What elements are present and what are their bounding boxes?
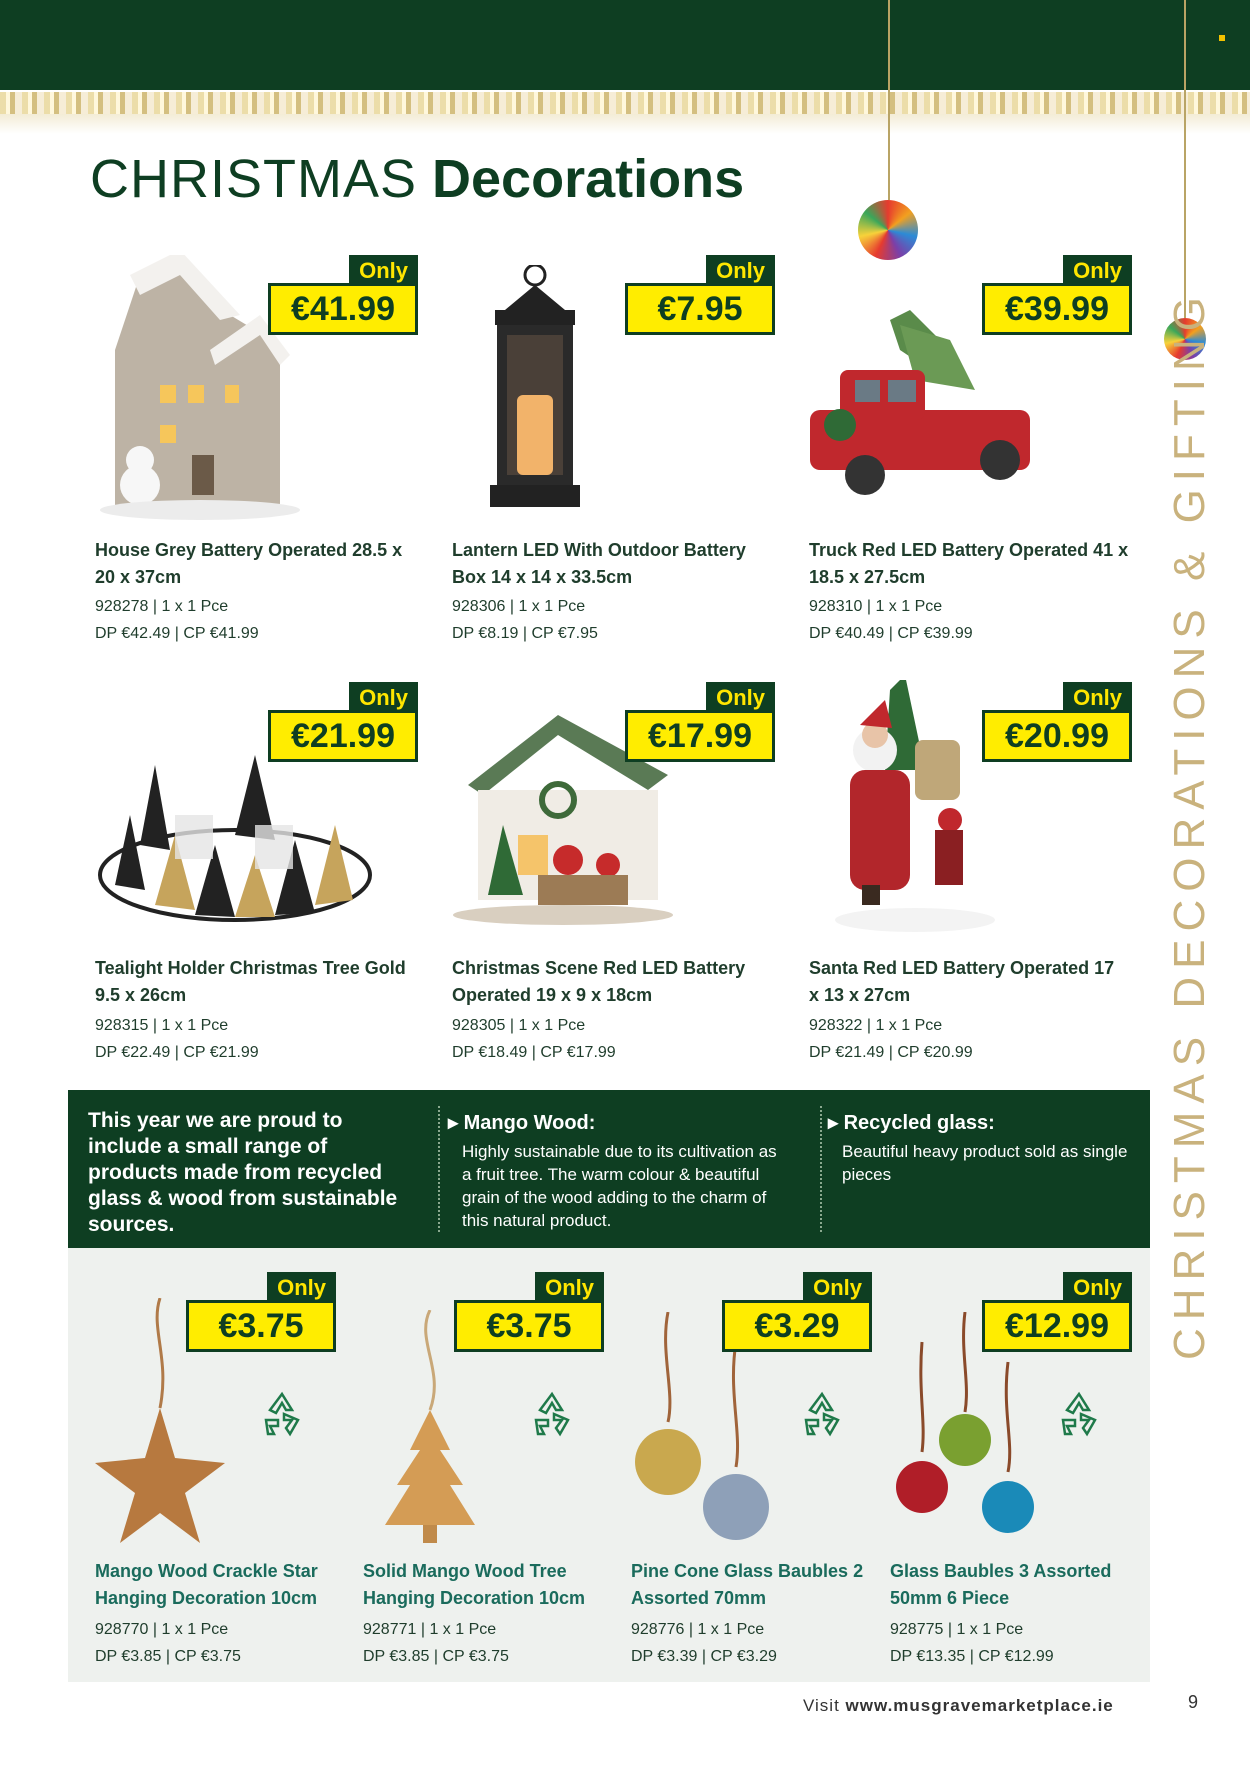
product-prices: DP €8.19 | CP €7.95 bbox=[452, 625, 598, 642]
mango-wood-title: ▸ Mango Wood: bbox=[448, 1112, 596, 1134]
recycled-glass-text: Beautiful heavy product sold as single pieces bbox=[842, 1142, 1128, 1184]
only-badge: Only bbox=[535, 1272, 604, 1304]
product-prices: DP €18.49 | CP €17.99 bbox=[452, 1044, 616, 1061]
recycle-icon bbox=[1055, 1390, 1103, 1438]
gold-fade bbox=[0, 114, 1250, 134]
product-prices: DP €3.39 | CP €3.29 bbox=[631, 1648, 777, 1665]
price-tag bbox=[722, 1272, 872, 1357]
title-thin: CHRISTMAS bbox=[90, 149, 418, 209]
top-band bbox=[0, 0, 1250, 90]
product-name: Christmas Scene Red LED Battery Operated 19 x 9 x 18cm bbox=[452, 958, 746, 1005]
bauble-ornament-icon bbox=[858, 200, 918, 260]
product-code: 928770 | 1 x 1 Pce bbox=[95, 1621, 229, 1638]
recycle-icon bbox=[528, 1390, 576, 1438]
product-code: 928310 | 1 x 1 Pce bbox=[809, 598, 943, 615]
tealight-holder-image bbox=[95, 755, 375, 935]
only-badge: Only bbox=[349, 682, 418, 714]
product-name: House Grey Battery Operated 28.5 x 20 x 37cm bbox=[95, 540, 403, 587]
product-prices: DP €21.49 | CP €20.99 bbox=[809, 1044, 973, 1061]
footer-visit: Visit www.musgravemarketplace.ie bbox=[803, 1696, 1114, 1715]
product-name: Solid Mango Wood Tree Hanging Decoration 10cm bbox=[363, 1561, 586, 1608]
only-badge: Only bbox=[1063, 255, 1132, 287]
price-value: €41.99 bbox=[268, 283, 418, 335]
price-tag bbox=[268, 682, 418, 767]
product-code: 928315 | 1 x 1 Pce bbox=[95, 1017, 229, 1034]
page-number: 9 bbox=[1188, 1692, 1199, 1712]
santa-image bbox=[830, 680, 1000, 935]
only-badge: Only bbox=[267, 1272, 336, 1304]
price-tag bbox=[454, 1272, 604, 1357]
product-name: Santa Red LED Battery Operated 17 x 13 x 27cm bbox=[809, 958, 1115, 1005]
lantern-image bbox=[475, 265, 595, 520]
page-title bbox=[90, 148, 744, 210]
recycle-icon bbox=[258, 1390, 306, 1438]
dotted-divider bbox=[438, 1106, 440, 1232]
bauble-string bbox=[1184, 0, 1186, 318]
product-name: Truck Red LED Battery Operated 41 x 18.5 x 27.5cm bbox=[809, 540, 1129, 587]
price-value: €39.99 bbox=[982, 283, 1132, 335]
recycle-icon bbox=[798, 1390, 846, 1438]
price-value: €20.99 bbox=[982, 710, 1132, 762]
product-name: Glass Baubles 3 Assorted 50mm 6 Piece bbox=[890, 1561, 1112, 1608]
price-value: €3.75 bbox=[454, 1300, 604, 1352]
price-value: €3.29 bbox=[722, 1300, 872, 1352]
product-name: Pine Cone Glass Baubles 2 Assorted 70mm bbox=[631, 1561, 864, 1608]
price-value: €3.75 bbox=[186, 1300, 336, 1352]
price-value: €21.99 bbox=[268, 710, 418, 762]
product-code: 928305 | 1 x 1 Pce bbox=[452, 1017, 586, 1034]
price-tag bbox=[982, 1272, 1132, 1357]
price-tag bbox=[625, 682, 775, 767]
product-code: 928775 | 1 x 1 Pce bbox=[890, 1621, 1024, 1638]
product-prices: DP €42.49 | CP €41.99 bbox=[95, 625, 259, 642]
product-name: Mango Wood Crackle Star Hanging Decoration 10cm bbox=[95, 1561, 318, 1608]
product-code: 928278 | 1 x 1 Pce bbox=[95, 598, 229, 615]
price-value: €17.99 bbox=[625, 710, 775, 762]
bauble-string bbox=[888, 0, 890, 200]
product-name: Tealight Holder Christmas Tree Gold 9.5 x 26cm bbox=[95, 958, 406, 1005]
product-code: 928776 | 1 x 1 Pce bbox=[631, 1621, 765, 1638]
dotted-divider bbox=[820, 1106, 822, 1232]
price-tag bbox=[982, 682, 1132, 767]
mango-wood-text: Highly sustainable due to its cultivation as a fruit tree. The warm colour & beautiful grain of the wood adding to the charm of this natural product. bbox=[462, 1142, 777, 1230]
price-value: €7.95 bbox=[625, 283, 775, 335]
price-value: €12.99 bbox=[982, 1300, 1132, 1352]
sustainability-intro: This year we are proud to include a small range of products made from recycled glass & wood from sustainable sources. bbox=[88, 1109, 398, 1236]
product-prices: DP €40.49 | CP €39.99 bbox=[809, 625, 973, 642]
product-prices: DP €13.35 | CP €12.99 bbox=[890, 1648, 1054, 1665]
corner-logo-dot bbox=[1219, 35, 1225, 41]
product-code: 928306 | 1 x 1 Pce bbox=[452, 598, 586, 615]
only-badge: Only bbox=[706, 682, 775, 714]
only-badge: Only bbox=[1063, 1272, 1132, 1304]
recycled-glass-info bbox=[828, 1110, 1128, 1186]
price-tag bbox=[268, 255, 418, 340]
price-tag bbox=[186, 1272, 336, 1357]
title-bold: Decorations bbox=[432, 149, 745, 209]
price-tag bbox=[625, 255, 775, 340]
product-prices: DP €3.85 | CP €3.75 bbox=[363, 1648, 509, 1665]
recycled-glass-title: ▸ Recycled glass: bbox=[828, 1112, 995, 1134]
only-badge: Only bbox=[706, 255, 775, 287]
mango-wood-info bbox=[448, 1110, 788, 1232]
product-code: 928771 | 1 x 1 Pce bbox=[363, 1621, 497, 1638]
only-badge: Only bbox=[1063, 682, 1132, 714]
vertical-section-label: CHRISTMAS DECORATIONS & GIFTING bbox=[1165, 288, 1214, 1360]
product-prices: DP €22.49 | CP €21.99 bbox=[95, 1044, 259, 1061]
product-code: 928322 | 1 x 1 Pce bbox=[809, 1017, 943, 1034]
product-name: Lantern LED With Outdoor Battery Box 14 x 14 x 33.5cm bbox=[452, 540, 746, 587]
sustainability-band bbox=[68, 1090, 1150, 1248]
gold-glitter-strip bbox=[0, 92, 1250, 114]
product-prices: DP €3.85 | CP €3.75 bbox=[95, 1648, 241, 1665]
only-badge: Only bbox=[803, 1272, 872, 1304]
only-badge: Only bbox=[349, 255, 418, 287]
website-link[interactable]: www.musgravemarketplace.ie bbox=[845, 1696, 1114, 1715]
price-tag bbox=[982, 255, 1132, 340]
